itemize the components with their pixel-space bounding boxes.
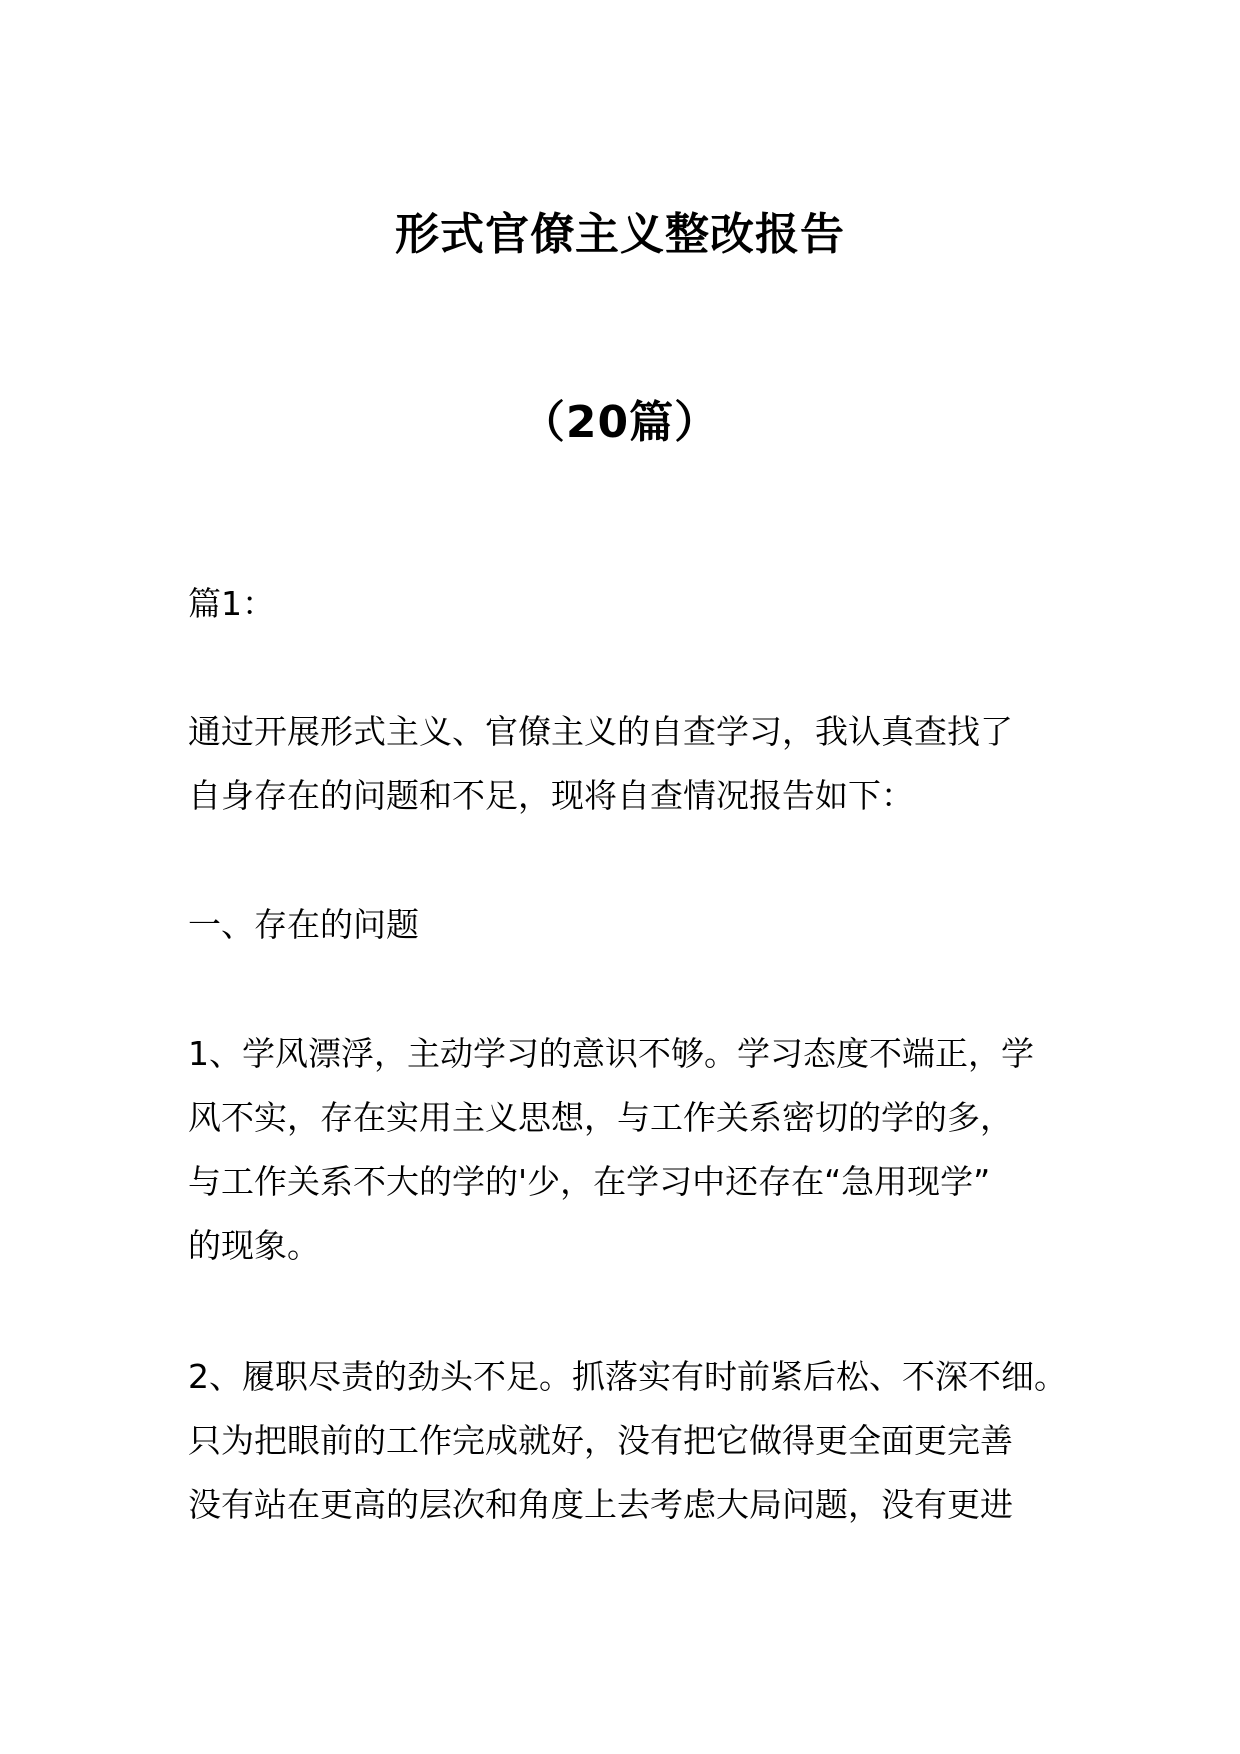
item-1-line: 的现象。 (188, 1226, 320, 1265)
section-label: 篇1： (188, 584, 275, 623)
document-subtitle: （20篇） (520, 397, 720, 448)
intro-line: 通过开展形式主义、官僚主义的自查学习，我认真查找了 (188, 712, 1013, 751)
document-title: 形式官僚主义整改报告 (395, 209, 845, 260)
item-1-paragraph (188, 1022, 1088, 1278)
item-1-line: 与工作关系不大的学的'少，在学习中还存在“急用现学” (188, 1162, 991, 1201)
intro-line: 自身存在的问题和不足，现将自查情况报告如下： (188, 776, 914, 815)
item-2-line: 只为把眼前的工作完成就好，没有把它做得更全面更完善 (188, 1421, 1013, 1460)
item-2-line: 2、履职尽责的劲头不足。抓落实有时前紧后松、不深不细。 (188, 1357, 1067, 1396)
intro-paragraph (188, 700, 1088, 828)
item-1-line: 风不实，存在实用主义思想，与工作关系密切的学的多， (188, 1098, 1013, 1137)
section-heading: 一、存在的问题 (188, 905, 419, 944)
item-2-line: 没有站在更高的层次和角度上去考虑大局问题，没有更进 (188, 1485, 1013, 1524)
item-2-paragraph (188, 1345, 1088, 1537)
item-1-line: 1、学风漂浮，主动学习的意识不够。学习态度不端正，学 (188, 1034, 1034, 1073)
